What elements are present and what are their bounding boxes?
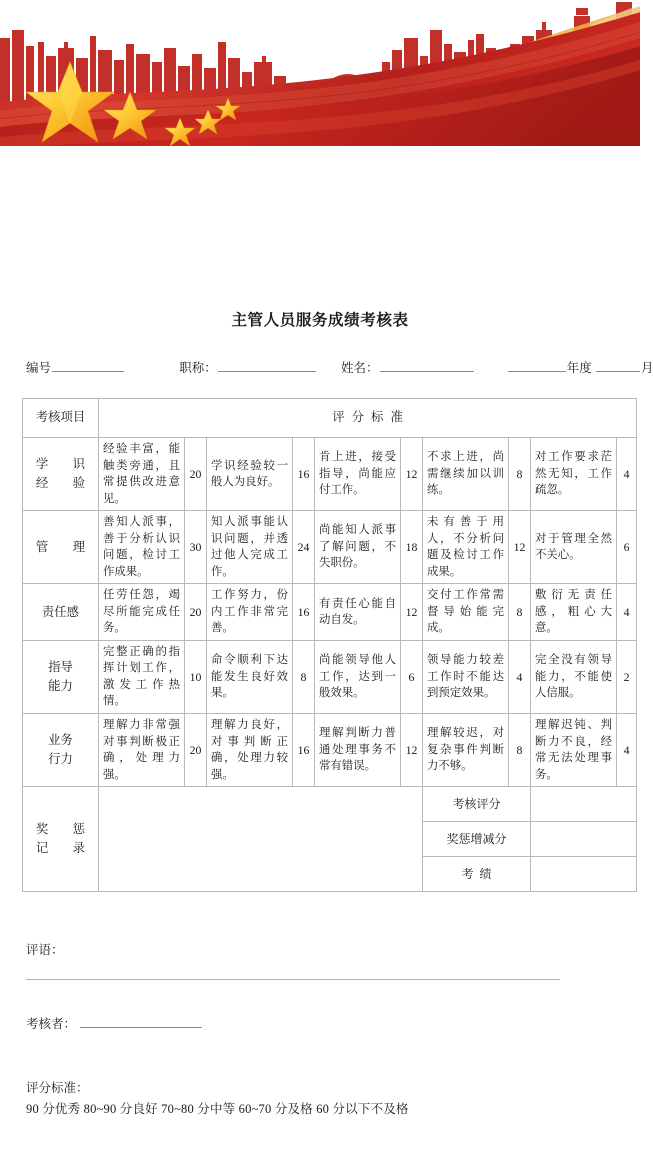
category-line: 学 识 xyxy=(35,457,92,472)
summary-label-adjustment: 奖惩增减分 xyxy=(423,822,531,857)
criteria-desc: 对于管理全然不关心。 xyxy=(531,511,617,584)
criteria-desc: 理解力非常强对事判断极正确，处理力强。 xyxy=(99,713,185,786)
table-row-reward-penalty-1 xyxy=(23,787,637,822)
criteria-score: 4 xyxy=(617,713,637,786)
field-job-title[interactable] xyxy=(179,358,317,376)
table-header-row xyxy=(23,399,637,438)
criteria-score: 20 xyxy=(185,713,207,786)
criteria-desc: 经验丰富，能触类旁通，且常提供改进意见。 xyxy=(99,438,185,511)
criteria-score: 10 xyxy=(185,640,207,713)
criteria-score: 8 xyxy=(509,438,531,511)
category-line: 业务 xyxy=(48,733,73,748)
criteria-desc: 命令顺利下达能发生良好效果。 xyxy=(207,640,293,713)
criteria-score: 20 xyxy=(185,584,207,641)
category-label-management xyxy=(23,511,99,584)
category-label-knowledge xyxy=(23,438,99,511)
criteria-score: 16 xyxy=(293,713,315,786)
criteria-desc: 知人派事能认识问题，并透过他人完成工作。 xyxy=(207,511,293,584)
assessor-input[interactable] xyxy=(80,1015,202,1028)
evaluation-table xyxy=(22,398,637,892)
table-row xyxy=(23,584,637,641)
criteria-score: 18 xyxy=(401,511,423,584)
field-employee-name[interactable] xyxy=(341,358,475,376)
comment-input-line[interactable] xyxy=(26,978,560,980)
criteria-score: 12 xyxy=(509,511,531,584)
criteria-score: 8 xyxy=(509,713,531,786)
criteria-desc: 完整正确的指挥计划工作，激发工作热情。 xyxy=(99,640,185,713)
header-cell-item: 考核项目 xyxy=(23,399,99,438)
criteria-score: 16 xyxy=(293,438,315,511)
field-serial-number[interactable] xyxy=(26,358,125,376)
category-line: 经 验 xyxy=(35,476,92,491)
reward-penalty-record-label xyxy=(23,787,99,892)
criteria-desc: 敷衍无责任感，粗心大意。 xyxy=(531,584,617,641)
record-label-line: 奖 惩 xyxy=(35,821,92,836)
field-employee-name-input[interactable] xyxy=(380,359,474,372)
criteria-desc: 对工作要求茫然无知，工作疏忽。 xyxy=(531,438,617,511)
criteria-desc: 尚能领导他人工作，达到一般效果。 xyxy=(315,640,401,713)
banner-artwork xyxy=(0,0,640,150)
grading-scale-heading: 评分标准： xyxy=(26,1081,89,1095)
summary-value-final-grade[interactable] xyxy=(531,857,637,892)
criteria-score: 16 xyxy=(293,584,315,641)
criteria-score: 12 xyxy=(401,438,423,511)
criteria-score: 8 xyxy=(509,584,531,641)
field-month[interactable] xyxy=(595,358,653,376)
record-label-line: 记 录 xyxy=(35,841,92,856)
criteria-desc: 理解迟钝、判断力不良，经常无法处理事务。 xyxy=(531,713,617,786)
criteria-desc: 学识经验较一般人为良好。 xyxy=(207,438,293,511)
criteria-score: 2 xyxy=(617,640,637,713)
field-month-label: 月 xyxy=(640,361,653,375)
criteria-desc: 任劳任怨，竭尽所能完成任务。 xyxy=(99,584,185,641)
criteria-score: 6 xyxy=(617,511,637,584)
criteria-desc: 不求上进，尚需继续加以训练。 xyxy=(423,438,509,511)
category-line: 行力 xyxy=(48,752,73,767)
criteria-score: 8 xyxy=(293,640,315,713)
category-line: 责任感 xyxy=(41,604,80,619)
criteria-score: 6 xyxy=(401,640,423,713)
grading-scale-section xyxy=(26,1078,409,1119)
category-line: 指导 xyxy=(48,660,73,675)
field-serial-number-input[interactable] xyxy=(52,359,124,372)
criteria-score: 30 xyxy=(185,511,207,584)
criteria-desc: 完全没有领导能力，不能使人信服。 xyxy=(531,640,617,713)
criteria-score: 12 xyxy=(401,713,423,786)
summary-value-assessment-score[interactable] xyxy=(531,787,637,822)
criteria-score: 12 xyxy=(401,584,423,641)
field-job-title-label: 职称： xyxy=(179,361,217,375)
field-year-input[interactable] xyxy=(508,359,566,372)
criteria-score: 4 xyxy=(617,584,637,641)
field-employee-name-label: 姓名： xyxy=(341,361,379,375)
table-row xyxy=(23,511,637,584)
summary-label-assessment-score: 考核评分 xyxy=(423,787,531,822)
criteria-desc: 尚能知人派事了解问题，不失职份。 xyxy=(315,511,401,584)
criteria-score: 4 xyxy=(509,640,531,713)
criteria-desc: 工作努力，份内工作非常完善。 xyxy=(207,584,293,641)
assessor-label: 考核者： xyxy=(26,1017,77,1031)
summary-label-final-grade: 考绩 xyxy=(423,857,531,892)
table-row xyxy=(23,640,637,713)
category-label-responsibility xyxy=(23,584,99,641)
criteria-desc: 有责任心能自动自发。 xyxy=(315,584,401,641)
category-label-business xyxy=(23,713,99,786)
field-job-title-input[interactable] xyxy=(218,359,316,372)
criteria-desc: 理解判断力普通处理事务不常有错误。 xyxy=(315,713,401,786)
category-label-leadership xyxy=(23,640,99,713)
comment-section xyxy=(26,940,586,980)
summary-value-adjustment[interactable] xyxy=(531,822,637,857)
criteria-desc: 领导能力较差工作时不能达到预定效果。 xyxy=(423,640,509,713)
criteria-desc: 肯上进，接受指导，尚能应付工作。 xyxy=(315,438,401,511)
reward-penalty-notes-input[interactable] xyxy=(99,787,423,892)
criteria-desc: 理解较迟，对复杂事件判断力不够。 xyxy=(423,713,509,786)
criteria-desc: 理解力良好，对事判断正确，处理力较强。 xyxy=(207,713,293,786)
grading-scale-values: 90 分优秀 80~90 分良好 70~80 分中等 60~70 分及格 60 分以下不及格 xyxy=(26,1101,409,1116)
criteria-score: 20 xyxy=(185,438,207,511)
criteria-score: 24 xyxy=(293,511,315,584)
field-year-label: 年度 xyxy=(566,361,592,375)
form-meta-row xyxy=(26,358,653,378)
criteria-desc: 未有善于用人，不分析问题及检讨工作成果。 xyxy=(423,511,509,584)
table-row xyxy=(23,713,637,786)
header-cell-criteria: 评分标准 xyxy=(99,399,637,438)
assessor-field[interactable] xyxy=(26,1014,203,1032)
field-month-input[interactable] xyxy=(596,359,640,372)
page-banner xyxy=(0,0,640,150)
criteria-desc: 善知人派事，善于分析认识问题，检讨工作成果。 xyxy=(99,511,185,584)
comment-label: 评语： xyxy=(26,943,64,957)
criteria-score: 4 xyxy=(617,438,637,511)
table-row xyxy=(23,438,637,511)
field-serial-number-label: 编号 xyxy=(26,361,52,375)
field-year[interactable] xyxy=(507,358,592,376)
category-line: 管 理 xyxy=(35,539,92,554)
criteria-desc: 交付工作常需督导始能完成。 xyxy=(423,584,509,641)
page-title: 主管人员服务成绩考核表 xyxy=(231,312,409,329)
category-line: 能力 xyxy=(48,678,73,693)
